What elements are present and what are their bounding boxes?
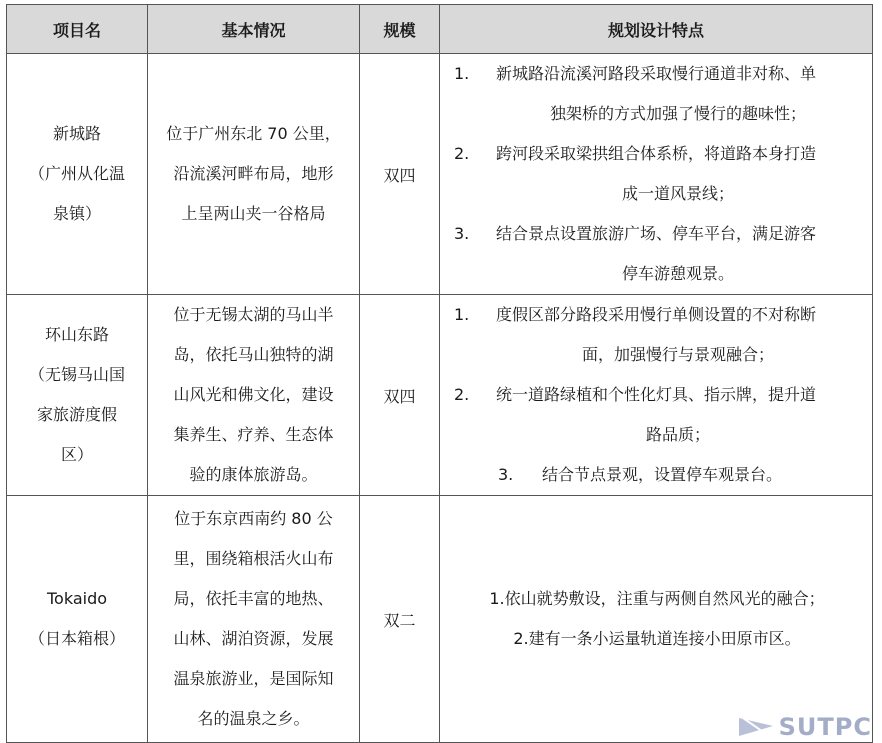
header-scale: 规模 [360,5,440,54]
basic-info-cell [148,295,360,496]
feature-item [454,134,860,214]
features-cell [440,54,873,295]
info-line: 里，围绕箱根活火山布 [173,549,334,568]
info-line: 集养生、疗养、生态体 [173,425,334,444]
feature-text: 新城路沿流溪河路段采取慢行通道非对称、单 [496,64,817,83]
features-cell [440,496,873,743]
feature-text: 结合节点景观，设置停车观景台。 [542,465,783,484]
feature-number: 2. [454,144,470,163]
sutpc-logo [739,713,872,741]
name-line: Tokaido [46,589,108,608]
header-basic-info: 基本情况 [148,5,360,54]
basic-info-cell [148,496,360,743]
scale-cell: 双二 [360,496,440,743]
road-projects-table [6,4,873,743]
project-name-cell [7,295,148,496]
project-name-cell [7,54,148,295]
scale-cell: 双四 [360,54,440,295]
feature-item [454,54,860,134]
features-cell [440,295,873,496]
feature-text-cont: 路品质； [645,425,710,444]
info-line: 上呈两山夹一谷格局 [181,204,326,223]
name-line: 区） [60,445,93,464]
scale-cell: 双四 [360,295,440,496]
feature-item: 1.依山就势敷设，注重与两侧自然风光的融合； [489,589,825,608]
info-line: 位于无锡太湖的马山半 [173,305,334,324]
logo-text: SUTPC [778,713,872,741]
feature-text-cont: 独架桥的方式加强了慢行的趣味性； [549,104,806,123]
info-line: 温泉旅游业，是国际知 [173,669,334,688]
feature-text: 结合景点设置旅游广场、停车平台，满足游客 [496,224,817,243]
table-row [7,295,873,496]
feature-item: 2.建有一条小运量轨道连接小田原市区。 [513,629,801,648]
table-row [7,496,873,743]
info-line: 岛，依托马山独特的湖 [173,345,334,364]
name-line: （广州从化温 [28,164,125,183]
info-line: 山风光和佛文化，建设 [173,385,334,404]
feature-item [454,295,860,375]
feature-number: 3. [454,224,470,243]
info-line: 位于广州东北 70 公里， [166,124,341,143]
header-project-name: 项目名 [7,5,148,54]
name-line: 家旅游度假 [36,405,117,424]
info-line: 沿流溪河畔布局，地形 [173,164,334,183]
feature-number: 1. [454,64,470,83]
name-line: 环山东路 [44,325,109,344]
info-line: 位于东京西南约 80 公 [174,509,333,528]
name-line: 新城路 [52,124,101,143]
feature-item [454,375,860,455]
sutpc-logo-icon [739,716,773,738]
feature-number: 3. [498,465,514,484]
info-line: 验的康体旅游岛。 [189,465,318,484]
header-row [7,5,873,54]
feature-text: 跨河段采取梁拱组合体系桥，将道路本身打造 [496,144,817,163]
feature-text-cont: 成一道风景线； [621,184,734,203]
feature-item [454,214,860,294]
feature-text: 统一道路绿植和个性化灯具、指示牌，提升道 [496,385,817,404]
table-row [7,54,873,295]
info-line: 山林、湖泊资源，发展 [173,629,334,648]
name-line: （日本箱根） [28,629,125,648]
name-line: 泉镇） [52,204,101,223]
info-line: 局，依托丰富的地热、 [173,589,334,608]
project-name-cell [7,496,148,743]
feature-text: 度假区部分路段采用慢行单侧设置的不对称断 [496,305,817,324]
name-line: （无锡马山国 [28,365,125,384]
feature-item [454,455,860,495]
feature-number: 2. [454,385,470,404]
header-features: 规划设计特点 [440,5,873,54]
basic-info-cell [148,54,360,295]
info-line: 名的温泉之乡。 [197,709,310,728]
feature-text-cont: 面，加强慢行与景观融合； [581,345,774,364]
feature-number: 1. [454,305,470,324]
feature-text-cont: 停车游憩观景。 [621,264,734,283]
